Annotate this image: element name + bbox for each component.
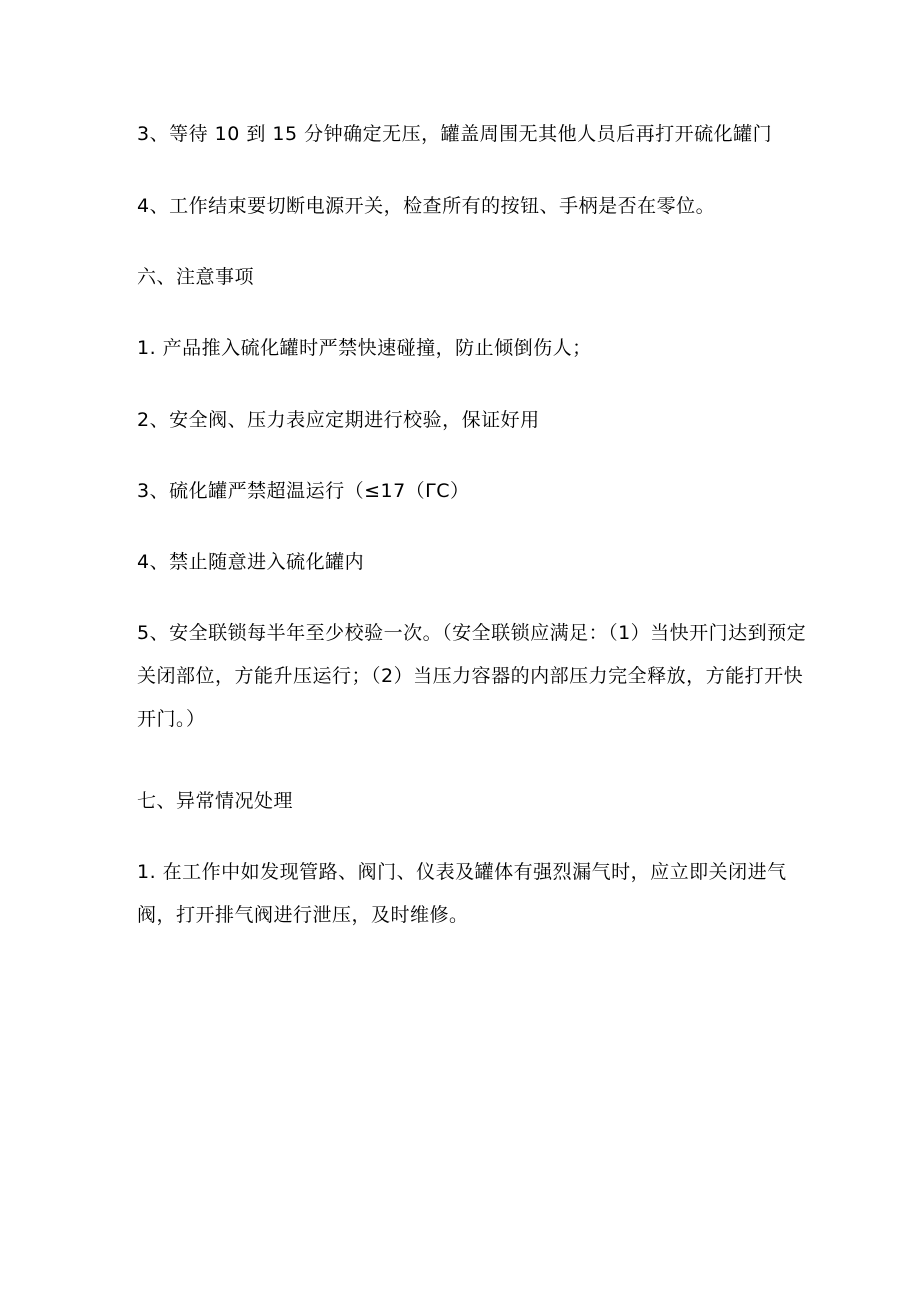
paragraph-precaution-1: 1. 产品推入硫化罐时严禁快速碰撞，防止倾倒伤人； <box>137 337 592 359</box>
paragraph-step-4-shutdown: 4、工作结束要切断电源开关，检查所有的按钮、手柄是否在零位。 <box>137 195 716 217</box>
paragraph-precaution-4: 4、禁止随意进入硫化罐内 <box>137 551 365 573</box>
paragraph-abnormal-1: 1. 在工作中如发现管路、阀门、仪表及罐体有强烈漏气时，应立即关闭进气阀，打开排气阀进行泄压，及时维修。 <box>137 861 787 926</box>
section-heading-abnormal-handling: 七、异常情况处理 <box>137 790 294 812</box>
paragraph-step-3-wait: 3、等待 10 到 15 分钟确定无压，罐盖周围无其他人员后再打开硫化罐门 <box>137 123 773 145</box>
paragraph-precaution-2: 2、安全阀、压力表应定期进行校验，保证好用 <box>137 409 540 431</box>
paragraph-precaution-3: 3、硫化罐严禁超温运行（≤17（ΓC） <box>137 480 470 502</box>
section-heading-precautions: 六、注意事项 <box>137 266 255 288</box>
paragraph-precaution-5: 5、安全联锁每半年至少校验一次。（安全联锁应满足：（1）当快开门达到预定关闭部位，方能升压运行；（2）当压力容器的内部压力完全释放，方能打开快开门。） <box>137 622 807 730</box>
